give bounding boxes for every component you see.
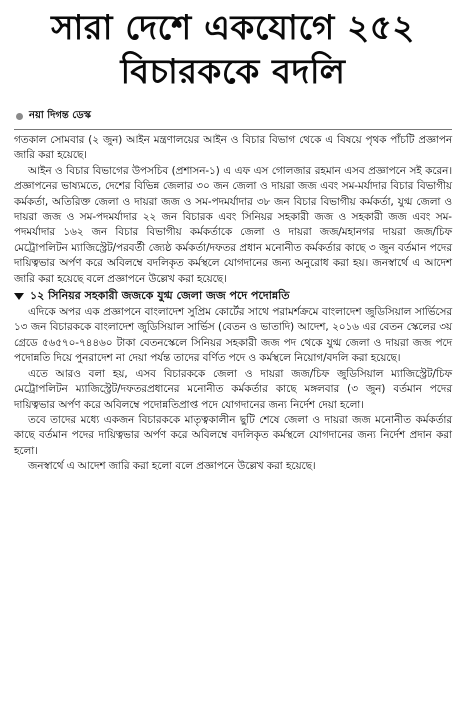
paragraph-3: এদিকে অপর এক প্রজ্ঞাপনে বাংলাদেশ সুপ্রিম কোর্টের সাথে পরামর্শক্রমে বাংলাদেশ জুডিসিয়াল সার্ভিসের ১৩ জন বিচারককে বাংলাদেশ জুডিসিয়াল সার্ভিস (বেতন ও ভাতাদি) আদেশ, ২০১৬ এর বেতন স্কেলের ৩য় গ্রেডে ৫৬৫৭০-৭৪৪৬০ টাকা বেতনস্কেলে সিনিয়র সহকারী জজ পদ থেকে যুগ্ম জেলা ও দায়রা জজ পদে পদোন্নতি দিয়ে পুনরাদেশ না দেয়া পর্যন্ত তাদের বর্ণিত পদে ও কর্মস্থলে নিয়োগ/বদলি করা হয়েছে। (14, 306, 452, 365)
byline (14, 108, 452, 125)
paragraph-5: তবে তাদের মধ্যে একজন বিচারককে মাতৃত্বকালীন ছুটি শেষে জেলা ও দায়রা জজ মনোনীত কর্মকর্তার কাছে বর্তমান পদের দায়িত্বভার অর্পণ করে অবিলম্বে বদলিকৃত কর্মস্থলে যোগদানের জন্য নির্দেশ প্রদান করা হলো। (14, 413, 452, 457)
divider (14, 129, 452, 130)
subheading-text: ১২ সিনিয়র সহকারী জজকে যুগ্ম জেলা জজ পদে পদোন্নতি (30, 289, 290, 303)
bullet-icon (16, 113, 23, 120)
headline-line-1: সারা দেশে একযোগে ২৫২ (51, 8, 415, 48)
headline-line-2: বিচারককে বদলি (120, 52, 346, 92)
paragraph-2: আইন ও বিচার বিভাগের উপসচিব (প্রশাসন-১) এ এফ এস গোলজার রহমান এসব প্রজ্ঞাপনে সই করেন। প্রজ্ঞাপনের ভাষ্যমতে, দেশের বিভিন্ন জেলার ৩০ জন জেলা ও দায়রা জজ এবং সম-মর্যাদার বিচার বিভাগীয় কর্মকর্তা, অতিরিক্ত জেলা ও দায়রা জজ ও সম-পদমর্যাদার ৩৮ জন বিচার বিভাগীয় কর্মকর্তা, যুগ্ম জেলা ও দায়রা জজ ও সম-পদমর্যাদার ২২ জন বিচারক এবং সিনিয়র সহকারী জজ ও সহকারী জজ এবং সম-পদমর্যাদার ১৬২ জন বিচার বিভাগীয় কর্মকর্তাকে জেলা ও দায়রা জজ/মহানগর দায়রা জজ/চিফ মেট্রোপলিটন ম্যাজিস্ট্রেট/পরবর্তী জ্যেষ্ঠ কর্মকর্তা/দফতর প্রধান মনোনীত কর্মকর্তার কাছে ৩ জুন বর্তমান পদের দায়িত্বভার অর্পণ করে অবিলম্বে বদলিকৃত কর্মস্থলে যোগদানের জন্য অনুরোধ করা হয়। জনস্বার্থে এ আদেশ জারি করা হয়েছে বলে প্রজ্ঞাপনে উল্লেখ করা হয়েছে। (14, 164, 452, 285)
triangle-bullet-icon (14, 293, 24, 300)
paragraph-6: জনস্বার্থে এ আদেশ জারি করা হলো বলে প্রজ্ঞাপনে উল্লেখ করা হয়েছে। (28, 460, 316, 473)
subheading (14, 288, 452, 304)
headline (14, 6, 452, 94)
desk-name: নয়া দিগন্ত ডেস্ক (29, 110, 91, 121)
paragraph-1: গতকাল সোমবার (২ জুন) আইন মন্ত্রণালয়ের আইন ও বিচার বিভাগ থেকে এ বিষয়ে পৃথক পাঁচটি প্রজ্ঞাপন জারি করা হয়েছে। (14, 134, 452, 162)
paragraph-4: এতে আরও বলা হয়, এসব বিচারককে জেলা ও দায়রা জজ/চিফ জুডিসিয়াল ম্যাজিস্ট্রেট/চিফ মেট্রোপলিটন ম্যাজিস্ট্রেট/দফতরপ্রধানের মনোনীত কর্মকর্তার কাছে মঙ্গলবার (৩ জুন) বর্তমান পদের দায়িত্বভার অর্পণ করে অবিলম্বে পদোন্নতিপ্রাপ্ত পদে যোগদানের জন্য নির্দেশ দেয়া হলো। (14, 367, 452, 411)
article-body (14, 133, 452, 475)
